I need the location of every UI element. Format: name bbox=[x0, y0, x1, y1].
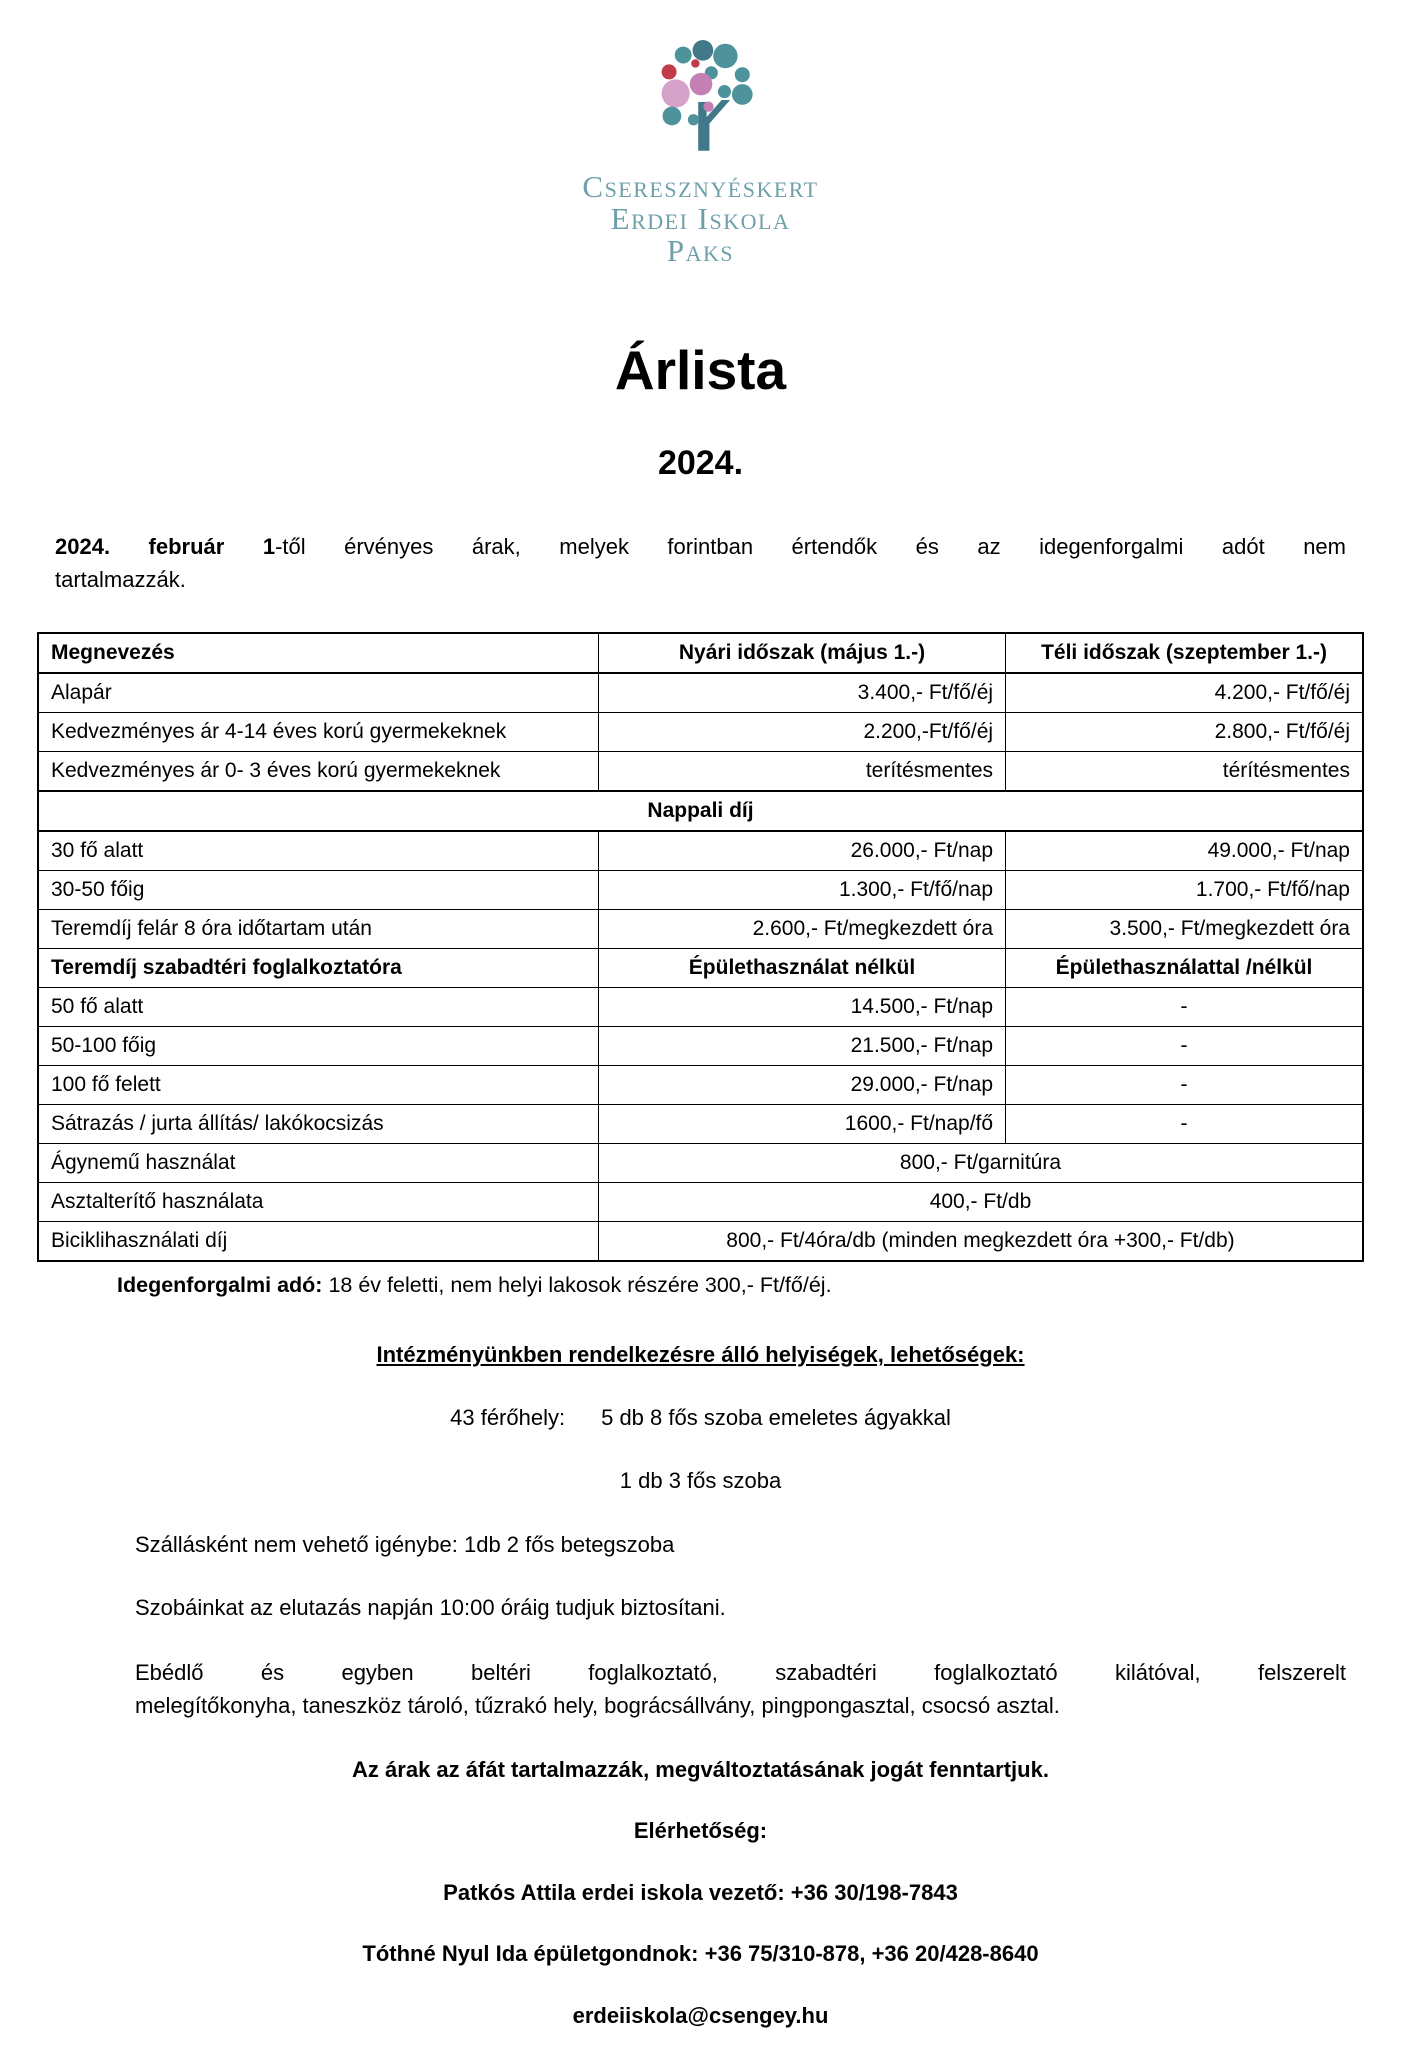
table-row bbox=[38, 948, 1363, 987]
table-row bbox=[38, 751, 1363, 791]
table-row bbox=[38, 712, 1363, 751]
table-cell: 21.500,- Ft/nap bbox=[598, 1026, 1005, 1065]
contact-email: erdeiiskola@csengey.hu bbox=[572, 2002, 829, 2028]
table-row bbox=[38, 831, 1363, 871]
column-header-summer: Nyári időszak (május 1.-) bbox=[598, 633, 1005, 673]
table-cell: Épülethasználattal /nélkül bbox=[1006, 948, 1363, 987]
table-row bbox=[38, 870, 1363, 909]
table-cell: Teremdíj felár 8 óra időtartam után bbox=[38, 909, 598, 948]
table-cell: Ágynemű használat bbox=[38, 1143, 598, 1182]
price-table-body bbox=[38, 673, 1363, 1261]
tax-note-text: 18 év feletti, nem helyi lakosok részére 300,- Ft/fő/éj. bbox=[322, 1272, 832, 1297]
table-cell: 49.000,- Ft/nap bbox=[1006, 831, 1363, 871]
table-header-row bbox=[38, 633, 1363, 673]
contact-manager: Patkós Attila erdei iskola vezető: +36 30/198-7843 bbox=[443, 1879, 958, 1905]
table-cell: Alapár bbox=[38, 673, 598, 713]
vat-note: Az árak az áfát tartalmazzák, megváltoztatásának jogát fenntartjuk. bbox=[352, 1756, 1049, 1782]
table-cell: 26.000,- Ft/nap bbox=[598, 831, 1005, 871]
table-cell: - bbox=[1006, 1104, 1363, 1143]
table-cell: 400,- Ft/db bbox=[598, 1182, 1363, 1221]
intro-line1-rest: -től érvényes árak, melyek forintban értendők és az idegenforgalmi adót nem bbox=[275, 533, 1346, 559]
capacity-label: 43 férőhely: bbox=[450, 1404, 566, 1430]
table-cell: 800,- Ft/4óra/db (minden megkezdett óra +300,- Ft/db) bbox=[598, 1221, 1363, 1261]
intro-line1 bbox=[55, 530, 1346, 563]
amenities-line1: Ebédlő és egyben beltéri foglalkoztató, szabadtéri foglalkoztató kilátóval, felszerelt bbox=[135, 1659, 1346, 1685]
table-row bbox=[38, 1065, 1363, 1104]
table-row bbox=[38, 1221, 1363, 1261]
tax-note-label: Idegenforgalmi adó: bbox=[117, 1272, 323, 1297]
tax-note bbox=[117, 1273, 1346, 1298]
table-cell: 50-100 főig bbox=[38, 1026, 598, 1065]
table-cell: - bbox=[1006, 987, 1363, 1026]
table-cell: Biciklihasználati díj bbox=[38, 1221, 598, 1261]
capacity-value: 5 db 8 fős szoba emeletes ágyakkal bbox=[601, 1404, 951, 1430]
table-row bbox=[38, 909, 1363, 948]
table-row bbox=[38, 1182, 1363, 1221]
contact-caretaker: Tóthné Nyul Ida épületgondnok: +36 75/310-878, +36 20/428-8640 bbox=[362, 1941, 1039, 1967]
contact-heading: Elérhetőség: bbox=[633, 1818, 768, 1844]
column-header-name: Megnevezés bbox=[38, 633, 598, 673]
intro-line1-bold: 2024. február 1 bbox=[55, 533, 276, 559]
table-cell: 1.300,- Ft/fő/nap bbox=[598, 870, 1005, 909]
table-cell: terítésmentes bbox=[598, 751, 1005, 791]
table-cell: Épülethasználat nélkül bbox=[598, 948, 1005, 987]
table-cell: Nappali díj bbox=[38, 791, 1363, 831]
table-cell: 29.000,- Ft/nap bbox=[598, 1065, 1005, 1104]
table-cell: 100 fő felett bbox=[38, 1065, 598, 1104]
logo-name-line1: Cseresznyéskert bbox=[582, 169, 819, 204]
table-cell: 800,- Ft/garnitúra bbox=[598, 1143, 1363, 1182]
table-cell: Kedvezményes ár 0- 3 éves korú gyermekeknek bbox=[38, 751, 598, 791]
table-cell: 14.500,- Ft/nap bbox=[598, 987, 1005, 1026]
table-cell: 30 fő alatt bbox=[38, 831, 598, 871]
table-cell: 4.200,- Ft/fő/éj bbox=[1006, 673, 1363, 713]
logo-name-line2: Erdei Iskola bbox=[610, 200, 791, 236]
table-cell: - bbox=[1006, 1065, 1363, 1104]
table-cell: Kedvezményes ár 4-14 éves korú gyermekeknek bbox=[38, 712, 598, 751]
table-cell: térítésmentes bbox=[1006, 751, 1363, 791]
capacity-line bbox=[55, 1404, 1346, 1432]
logo-tree-icon bbox=[649, 40, 753, 162]
table-row bbox=[38, 987, 1363, 1026]
table-row bbox=[38, 791, 1363, 831]
table-cell: 1600,- Ft/nap/fő bbox=[598, 1104, 1005, 1143]
table-cell: Asztalterítő használata bbox=[38, 1182, 598, 1221]
sick-room-line: Szállásként nem vehető igénybe: 1db 2 fős betegszoba bbox=[135, 1531, 675, 1557]
logo bbox=[55, 40, 1346, 267]
table-row bbox=[38, 1104, 1363, 1143]
table-cell: 30-50 főig bbox=[38, 870, 598, 909]
table-cell: Teremdíj szabadtéri foglalkoztatóra bbox=[38, 948, 598, 987]
intro-paragraph bbox=[55, 530, 1346, 596]
column-header-winter: Téli időszak (szeptember 1.-) bbox=[1006, 633, 1363, 673]
table-cell: 2.800,- Ft/fő/éj bbox=[1006, 712, 1363, 751]
price-table bbox=[37, 632, 1364, 1262]
facilities-heading: Intézményünkben rendelkezésre álló helyiségek, lehetőségek: bbox=[376, 1341, 1025, 1367]
table-row bbox=[38, 673, 1363, 713]
table-cell: 50 fő alatt bbox=[38, 987, 598, 1026]
year-subtitle: 2024. bbox=[657, 443, 744, 482]
table-cell: 3.500,- Ft/megkezdett óra bbox=[1006, 909, 1363, 948]
table-cell: 2.200,-Ft/fő/éj bbox=[598, 712, 1005, 751]
table-cell: Sátrazás / jurta állítás/ lakókocsizás bbox=[38, 1104, 598, 1143]
table-row bbox=[38, 1026, 1363, 1065]
intro-line2: tartalmazzák. bbox=[55, 566, 186, 592]
extra-room-line: 1 db 3 fős szoba bbox=[619, 1468, 782, 1494]
logo-text bbox=[55, 171, 1346, 267]
logo-name-line3: Paks bbox=[666, 232, 735, 268]
table-cell: 2.600,- Ft/megkezdett óra bbox=[598, 909, 1005, 948]
table-row bbox=[38, 1143, 1363, 1182]
checkout-line: Szobáinkat az elutazás napján 10:00 óráig tudjuk biztosítani. bbox=[135, 1595, 726, 1621]
page-title: Árlista bbox=[614, 338, 787, 401]
amenities-line2: melegítőkonyha, taneszköz tároló, tűzrakó hely, bográcsállvány, pingpongasztal, csocsó asztal. bbox=[135, 1692, 1060, 1718]
table-cell: 3.400,- Ft/fő/éj bbox=[598, 673, 1005, 713]
amenities-paragraph bbox=[135, 1656, 1346, 1722]
table-cell: - bbox=[1006, 1026, 1363, 1065]
table-cell: 1.700,- Ft/fő/nap bbox=[1006, 870, 1363, 909]
